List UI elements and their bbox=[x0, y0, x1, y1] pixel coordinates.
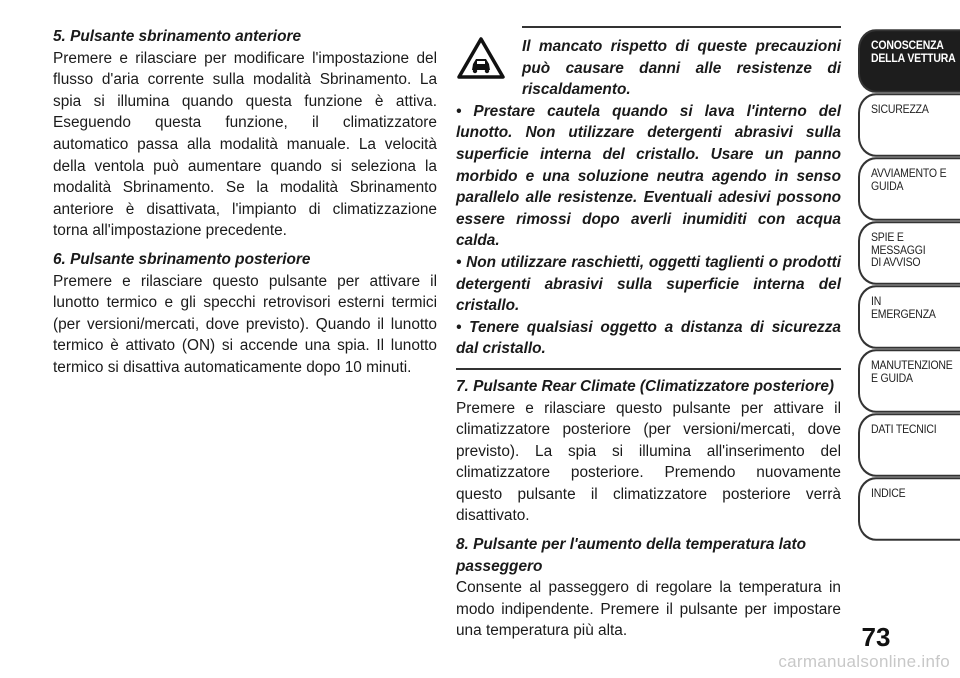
warning-bullet: • Prestare cautela quando si lava l'interno del lunotto. Non utilizzare detergenti abrasivi sulla superficie interna del cristallo. Usare un panno morbido e una soluzione neutra agendo in senso parallelo alle resistenze. Eventuali adesivi possono essere rimossi dopo averli inumiditi con acqua calda. bbox=[456, 102, 841, 250]
tab-indice[interactable]: INDICE bbox=[858, 477, 960, 541]
section-6-heading: 6. Pulsante sbrinamento posteriore bbox=[53, 250, 311, 268]
warning-bullet: • Non utilizzare raschietti, oggetti taglienti o prodotti detergenti abrasivi sulla superficie interna del cristallo. bbox=[456, 253, 841, 315]
watermark: carmanualsonline.info bbox=[778, 652, 950, 671]
tab-dati-tecnici[interactable]: DATI TECNICI bbox=[858, 413, 960, 477]
tab-conoscenza-della-vettura[interactable]: CONOSCENZA DELLA VETTURA bbox=[858, 29, 960, 93]
right-column bbox=[456, 26, 841, 642]
tab-sicurezza[interactable]: SICUREZZA bbox=[858, 93, 960, 157]
warning-bullet: • Tenere qualsiasi oggetto a distanza di sicurezza dal cristallo. bbox=[456, 318, 841, 358]
section-7-heading: 7. Pulsante Rear Climate (Climatizzatore posteriore) bbox=[456, 377, 835, 395]
left-column bbox=[53, 26, 437, 379]
tab-manutenzione[interactable]: MANUTENZIONE E GUIDA bbox=[858, 349, 960, 413]
section-5-body: Premere e rilasciare per modificare l'impostazione del flusso d'aria corrente sulla modalità Sbrinamento. La spia si illumina quando questa funzione è attiva. Eseguendo questa funzione, il climatizzatore automatico passa alla modalità manuale. La velocità della ventola può aumentare quando si seleziona la modalità Sbrinamento. Se la modalità Sbrinamento anteriore è disattivata, l'impianto di climatizzazione torna all'impostazione precedente. bbox=[53, 49, 437, 240]
section-6-body: Premere e rilasciare questo pulsante per attivare il lunotto termico e gli specchi retrovisori esterni termici (per versioni/mercati, dove previsto). Quando il lunotto termico è attivato (ON) si accende una spia. Il lunotto termico si disattiva automaticamente dopo 10 minuti. bbox=[53, 272, 437, 376]
warning-car-icon bbox=[456, 26, 522, 87]
section-5-heading: 5. Pulsante sbrinamento anteriore bbox=[53, 28, 302, 45]
tab-avviamento-e-guida[interactable]: AVVIAMENTO E GUIDA bbox=[858, 157, 960, 221]
chapter-nav bbox=[858, 32, 960, 544]
tab-in-emergenza[interactable]: IN EMERGENZA bbox=[858, 285, 960, 349]
section-8-body: Consente al passeggero di regolare la temperatura in modo indipendente. Premere il pulsante per impostare una temperatura più alta. bbox=[456, 579, 841, 640]
warning-title: Il mancato rispetto di queste precauzioni può causare danni alle resistenze di riscaldamento. bbox=[522, 26, 841, 101]
tab-spie-e-messaggi[interactable]: SPIE E MESSAGGI DI AVVISO bbox=[858, 221, 960, 285]
section-8-heading: 8. Pulsante per l'aumento della temperatura lato passeggero bbox=[456, 536, 807, 575]
page-number: 73 bbox=[861, 622, 891, 652]
section-7-body: Premere e rilasciare questo pulsante per attivare il climatizzatore posteriore (per versioni/mercati, dove previsto). La spia si illumina all'inserimento del climatizzatore posteriore. Premendo nuovamente questo pulsante il climatizzatore posteriore verrà disattivato. bbox=[456, 399, 841, 525]
warning-box bbox=[456, 26, 841, 370]
